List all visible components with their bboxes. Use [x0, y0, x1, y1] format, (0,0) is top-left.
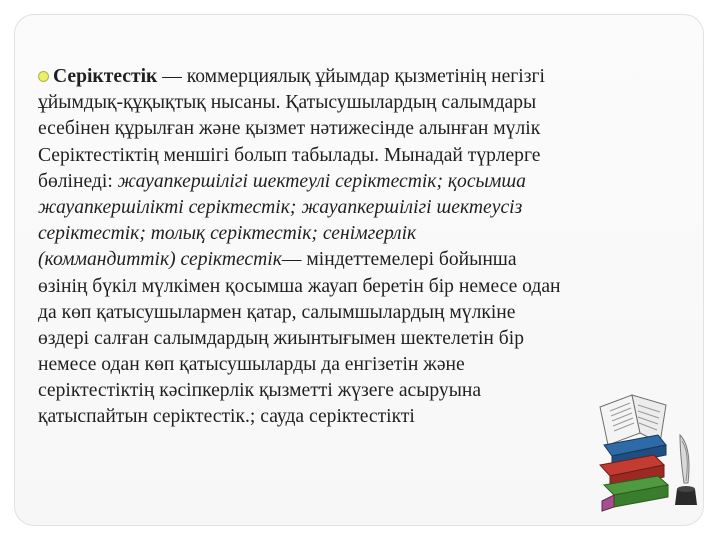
text-line-1 — [38, 64, 694, 90]
term-definition: — коммерциялық ұйымдар қызметінің негізгі — [157, 66, 545, 87]
bullet-icon — [38, 71, 49, 82]
text-line-8-normal: — міндеттемелері бойынша — [281, 249, 517, 271]
text-line-6: жауапкершілікті серіктестік; жауапкершілігі шектеусіз — [38, 196, 523, 218]
text-line-13: серіктестіктің кәсіпкерлік қызметті жүзеге асыруына — [38, 380, 482, 402]
text-line-8 — [38, 247, 694, 273]
text-line-5-normal: бөлінеді: — [38, 170, 118, 192]
slide-body-text — [38, 64, 694, 431]
text-line-9: өзінің бүкіл мүлкімен қосымша жауап беретін бір немесе одан — [38, 275, 561, 297]
books-and-quill-icon — [580, 385, 710, 515]
term-heading: Серіктестік — [53, 66, 158, 87]
text-line-12: немесе одан көп қатысушыларды да енгізетін және — [38, 354, 465, 376]
text-line-14: қатыспайтын серіктестік.; сауда серіктестікті — [38, 406, 415, 428]
text-line-10: да көп қатысушылармен қатар, салымшылардың мүлкіне — [38, 301, 516, 323]
text-line-5 — [38, 169, 694, 195]
text-line-2: ұйымдық-құқықтық нысаны. Қатысушылардың салымдары — [38, 92, 537, 114]
text-line-5-italic: жауапкершілігі шектеулі серіктестік; қосымша — [117, 170, 526, 192]
text-line-8-italic: (коммандиттік) серіктестік — [38, 249, 282, 271]
text-line-3: есебінен құрылған және қызмет нәтижесінде алынған мүлік — [38, 118, 541, 140]
text-line-11: өздері салған салымдардың жиынтығымен шектелетін бір — [38, 327, 525, 349]
text-line-4: Серіктестіктің меншігі болып табылады. Мынадай түрлерге — [38, 144, 541, 166]
text-line-7: серіктестік; толық серіктестік; сенімгерлік — [38, 223, 417, 245]
